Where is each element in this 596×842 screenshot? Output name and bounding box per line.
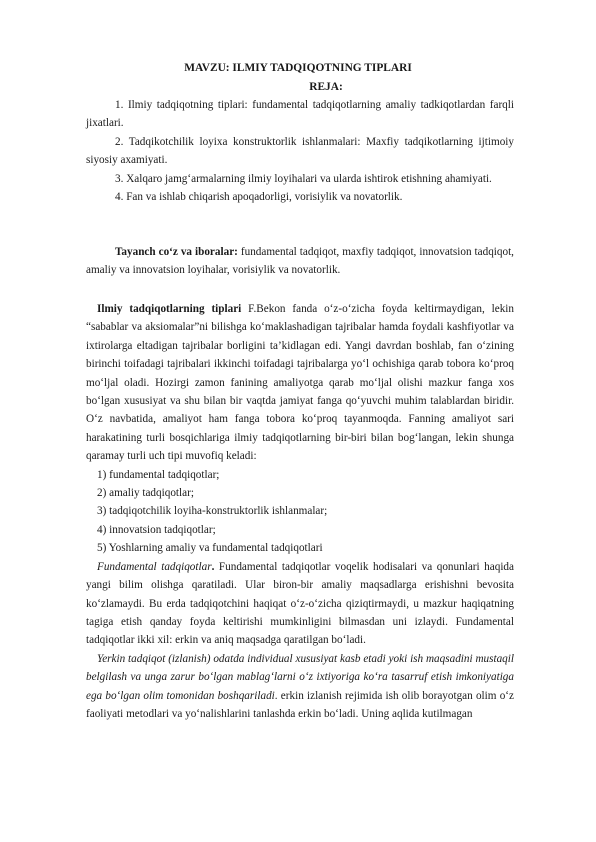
types-list-item: 4) innovatsion tadqiqotlar; xyxy=(97,523,216,536)
plan-heading: REJA: xyxy=(309,81,343,93)
fundamental-dot: . xyxy=(211,560,215,573)
types-list-item: 2) amaliy tadqiqotlar; xyxy=(97,487,194,500)
intro-text: F.Bekon fanda o‘z-o‘zicha foyda keltirmaydigan, lekin “sabablar va aksiomalar”ni bilishga ko‘maklashadigan tajribalar hamda foydali kashfiyotlar va ixtirolarga eltadigan tajribalar borligini ta’kidlagan edi. Yangi davrdan boshlab, fan o‘zining birinchi toifadagi tajribalari ikkinchi toifadagi tajribalarga yo‘l ochishiga qarab tobora ko‘proq mo‘ljal oladi. Hozirgi zamon fanining amaliyotga qarab mo‘ljal olishi mazkur fanga xos bo‘lgan xususiyat va shu bilan bir vaqtda jamiyat fanga qo‘yuvchi muhim talablardan biridir. O‘z navbatida, amaliyot ham fanga tobora ko‘proq tayanmoqda. Fanning amaliyot sari harakatining turli bosqichlariga ilmiy tadqiqotlarning bir-biri bilan bog‘langan, lekin shunga qaramay turli uch tipi muvofiq keladi: xyxy=(86,303,515,463)
intro-paragraph xyxy=(86,300,514,466)
fundamental-text: Fundamental tadqiqotlar voqelik hodisalari va qonunlari haqida yangi bilim olishga qaratiladi. Ular biron-bir amaliy maqsadlarga erishishni bevosita ko‘zlamaydi. Bu erda tadqiqotchini haqiqat o‘z-o‘zicha qiziqtirmaydi, u mazkur haqiqatning tagiga etish qanday foyda keltirishi mumkinligini bilmasdan uni izlaydi. Fundamental tadqiqotlar ikki xil: erkin va aniq maqsadga qaratilgan bo‘ladi. xyxy=(86,560,514,647)
body-text xyxy=(86,300,514,723)
fundamental-lead: Fundamental tadqiqotlar xyxy=(97,560,212,573)
keywords-text: fundamental tadqiqot, maxfiy tadqiqot, innovatsion tadqiqot, amaliy va innovatsion loyihalar, vorisiylik va novatorlik. xyxy=(86,246,514,277)
keywords-label: Tayanch co‘z va iboralar: xyxy=(115,246,238,258)
fundamental-paragraph xyxy=(86,558,514,650)
plan-item: 4. Fan va ishlab chiqarish apoqadorligi, vorisiylik va novatorlik. xyxy=(115,191,403,204)
keywords-paragraph xyxy=(86,243,514,280)
document-title: MAVZU: ILMIY TADQIQOTNING TIPLARI xyxy=(184,62,412,74)
plan-item: 3. Xalqaro jamg‘armalarning ilmiy loyihalari va ularda ishtirok etishning ahamiyati. xyxy=(115,172,492,185)
plan-item: 2. Tadqikotchilik loyixa konstruktorlik ishlanmalari: Maxfiy tadqikotlarning ijtimoiy siyosiy axamiyati. xyxy=(86,135,514,167)
free-research-lead: Yerkin tadqiqot (izlanish) odatda individual xususiyat kasb etadi yoki ish maqsadini mustaqil belgilash va unga zarur bo‘lgan mablag‘larni o‘z ixtiyoriga ko‘ra tasarruf etish imkoniyatiga ega bo‘lgan olim tomonidan boshqariladi xyxy=(86,652,514,702)
free-research-paragraph xyxy=(86,650,514,724)
intro-lead: Ilmiy tadqiqotlarning tiplari xyxy=(97,303,242,315)
free-research-text: . erkin izlanish rejimida ish olib borayotgan olim o‘z faoliyati metodlari va yo‘nalishlarini tanlashda erkin bo‘ladi. Uning aqlida kutilmagan xyxy=(86,689,514,720)
types-list-item: 1) fundamental tadqiqotlar; xyxy=(97,468,220,481)
plan-list xyxy=(86,96,514,206)
types-list-item: 5) Yoshlarning amaliy va fundamental tadqiqotlari xyxy=(97,542,323,555)
plan-item: 1. Ilmiy tadqiqotning tiplari: fundamental tadqiqotlarning amaliy tadkiqotlardan farqli jixatlari. xyxy=(86,99,514,130)
types-list-item: 3) tadqiqotchilik loyiha-konstruktorlik ishlanmalar; xyxy=(97,505,328,518)
